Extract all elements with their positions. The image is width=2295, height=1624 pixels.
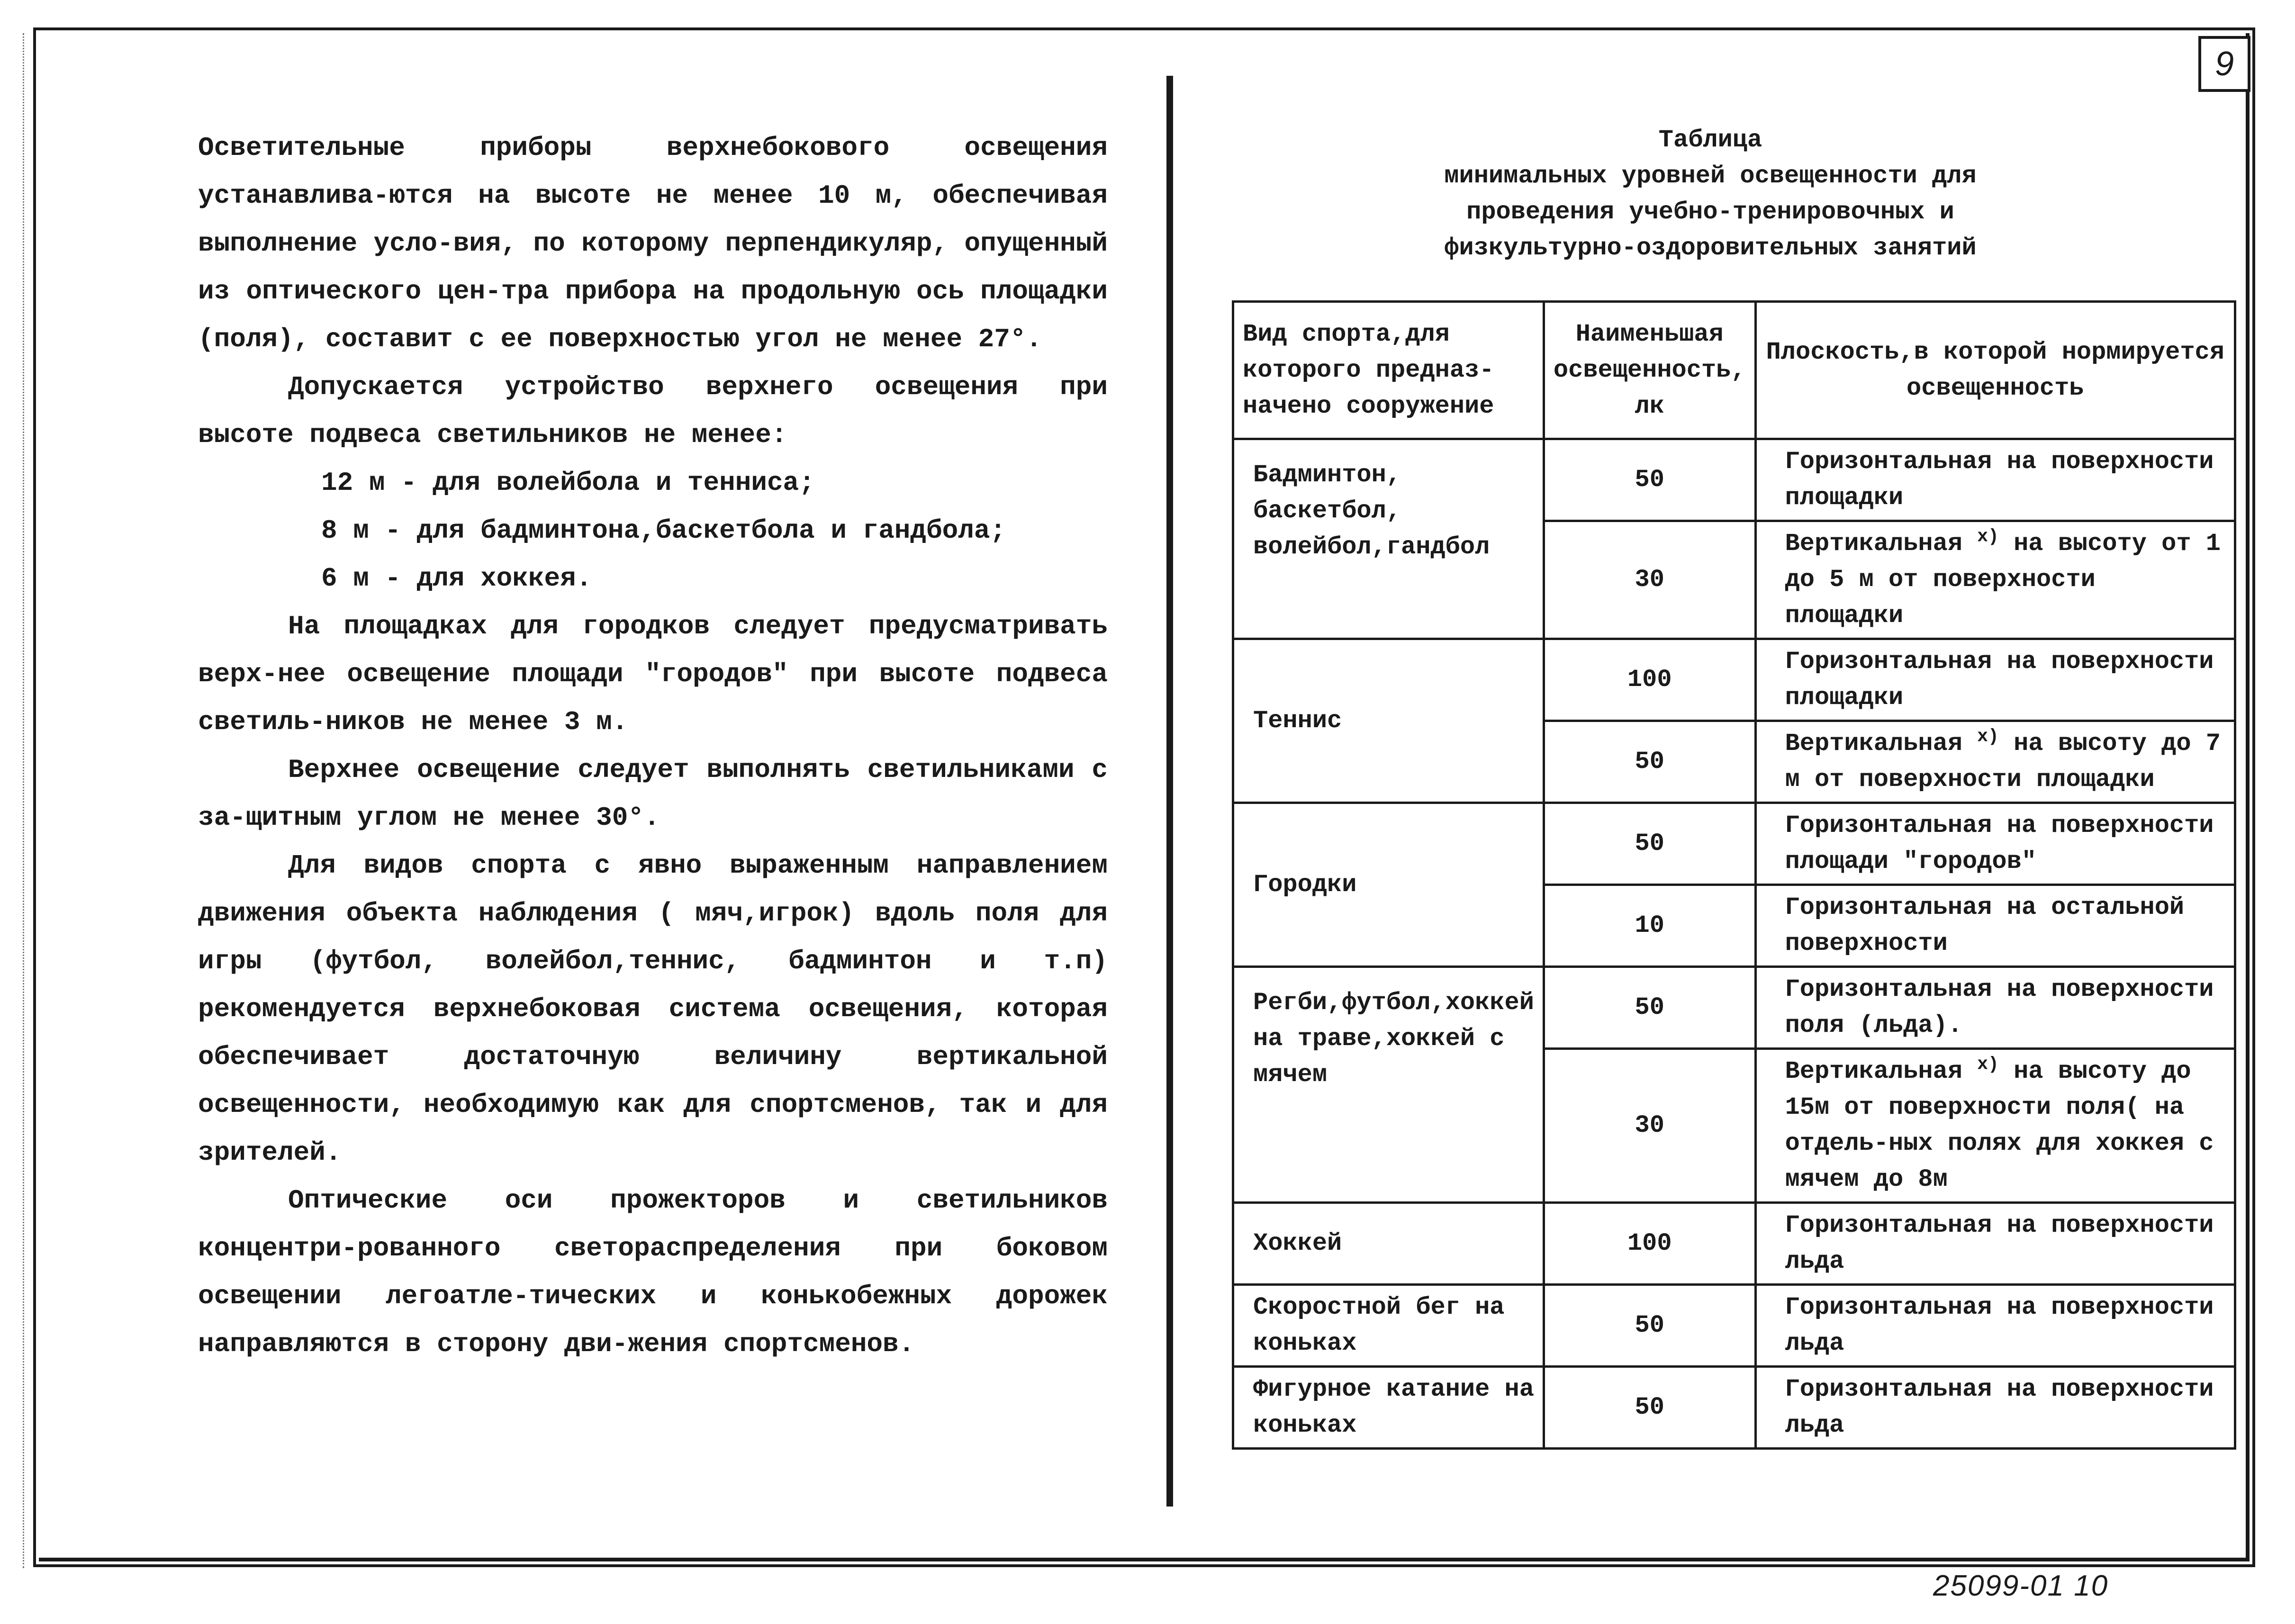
cell-illuminance: 100 (1544, 1203, 1755, 1285)
table-title-line: Таблица (1658, 126, 1762, 154)
cell-illuminance: 50 (1544, 439, 1755, 521)
cell-sport: Регби,футбол,хоккей на траве,хоккей с мячем (1233, 967, 1544, 1203)
cell-illuminance: 30 (1544, 521, 1755, 639)
paragraph-top-lighting: Допускается устройство верхнего освещения при высоте подвеса светильников не менее: (198, 372, 1108, 450)
cell-plane: Горизонтальная на поверхности площадки (1755, 639, 2235, 721)
cell-sport: Фигурное катание на коньках (1233, 1367, 1544, 1449)
document-code: 25099-01 10 (1933, 1570, 2109, 1602)
paragraph-protective-angle: Верхнее освещение следует выполнять светильниками с за-щитным углом не менее 30°. (198, 755, 1108, 833)
footnote-mark: x) (1977, 726, 1999, 747)
cell-illuminance: 50 (1544, 803, 1755, 885)
table-title-line: физкультурно-оздоровительных занятий (1444, 234, 1977, 262)
paragraph-mounting-height: Осветительные приборы верхнебокового освещения устанавлива-ются на высоте не менее 10 м, обеспечивая выполнение усло-вия, по которому перпендикуляр, опущенный из оптического цен-тра прибора на продольную ось площадки (поля), составит с ее поверхностью угол не менее 27°. (198, 133, 1108, 354)
cell-plane (1755, 521, 2235, 639)
table-row (1233, 1367, 2235, 1449)
table-row (1233, 1285, 2235, 1367)
cell-illuminance: 50 (1544, 1285, 1755, 1367)
page-number: 9 (2198, 36, 2250, 92)
paragraph-gorodki: На площадках для городков следует предусматривать верх-нее освещение площади "городов" при высоте подвеса светиль-ников не менее 3 м. (198, 611, 1108, 737)
center-divider (1166, 76, 1173, 1507)
cell-plane: Горизонтальная на поверхности льда (1755, 1367, 2235, 1449)
cell-plane: Горизонтальная на поверхности льда (1755, 1285, 2235, 1367)
cell-plane: Горизонтальная на поверхности поля (льда). (1755, 967, 2235, 1049)
body-text (198, 124, 1108, 1368)
plane-text: на высоту до 15м от поверхности поля( на отдель-ных полях для хоккея с мячем до 8м (1785, 1057, 2214, 1193)
cell-sport: Хоккей (1233, 1203, 1544, 1285)
cell-sport: Бадминтон, баскетбол, волейбол,гандбол (1233, 439, 1544, 639)
table-title-line: минимальных уровней освещенности для (1444, 162, 1977, 190)
table-row (1233, 967, 2235, 1049)
cell-plane (1755, 1049, 2235, 1203)
table-title-line: проведения учебно-тренировочных и (1466, 198, 1954, 226)
cell-sport: Скоростной бег на коньках (1233, 1285, 1544, 1367)
cell-plane (1755, 721, 2235, 803)
footnote-mark: x) (1977, 526, 1999, 547)
list-item-badminton: 8 м - для бадминтона,баскетбола и гандбола; (321, 515, 1006, 546)
binding-edge (23, 33, 24, 1568)
cell-plane: Горизонтальная на остальной поверхности (1755, 885, 2235, 967)
plane-text: Вертикальная (1785, 1057, 1963, 1085)
cell-illuminance: 50 (1544, 1367, 1755, 1449)
cell-plane: Горизонтальная на поверхности площадки (1755, 439, 2235, 521)
table-title (1260, 122, 2160, 266)
cell-illuminance: 100 (1544, 639, 1755, 721)
illuminance-table (1232, 300, 2236, 1450)
list-item-hockey: 6 м - для хоккея. (321, 563, 592, 594)
cell-illuminance: 30 (1544, 1049, 1755, 1203)
cell-illuminance: 50 (1544, 721, 1755, 803)
cell-illuminance: 50 (1544, 967, 1755, 1049)
cell-illuminance: 10 (1544, 885, 1755, 967)
list-item-volleyball-tennis: 12 м - для волейбола и тенниса; (321, 468, 815, 498)
plane-text: на высоту от 1 до 5 м от поверхности площадки (1785, 530, 2221, 630)
header-sport: Вид спорта,для которого предназ-начено сооружение (1233, 302, 1544, 439)
table-row (1233, 803, 2235, 885)
table-row (1233, 639, 2235, 721)
plane-text: Вертикальная (1785, 730, 1963, 758)
header-illuminance: Наименьшая освещенность, лк (1544, 302, 1755, 439)
table-header-row (1233, 302, 2235, 439)
paragraph-side-lighting: Для видов спорта с явно выраженным направлением движения объекта наблюдения ( мяч,игрок) вдоль поля для игры (футбол, волейбол,теннис, бадминтон и т.п) рекомендуется верхнебоковая система освещения, которая обеспечивает достаточную величину вертикальной освещенности, необходимую как для спортсменов, так и для зрителей. (198, 850, 1108, 1168)
cell-sport: Теннис (1233, 639, 1544, 803)
header-plane: Плоскость,в которой нормируется освещенность (1755, 302, 2235, 439)
table-row (1233, 439, 2235, 521)
plane-text: на высоту до 7 м от поверхности площадки (1785, 730, 2221, 794)
table-row (1233, 1203, 2235, 1285)
footnote-mark: x) (1977, 1054, 1999, 1075)
paragraph-optical-axes: Оптические оси прожекторов и светильников концентри-рованного светораспределения при боковом освещении легоатле-тических и конькобежных дорожек направляются в сторону дви-жения спортсменов. (198, 1185, 1108, 1359)
cell-plane: Горизонтальная на поверхности площади "городов" (1755, 803, 2235, 885)
cell-sport: Городки (1233, 803, 1544, 967)
cell-plane: Горизонтальная на поверхности льда (1755, 1203, 2235, 1285)
plane-text: Вертикальная (1785, 530, 1963, 558)
